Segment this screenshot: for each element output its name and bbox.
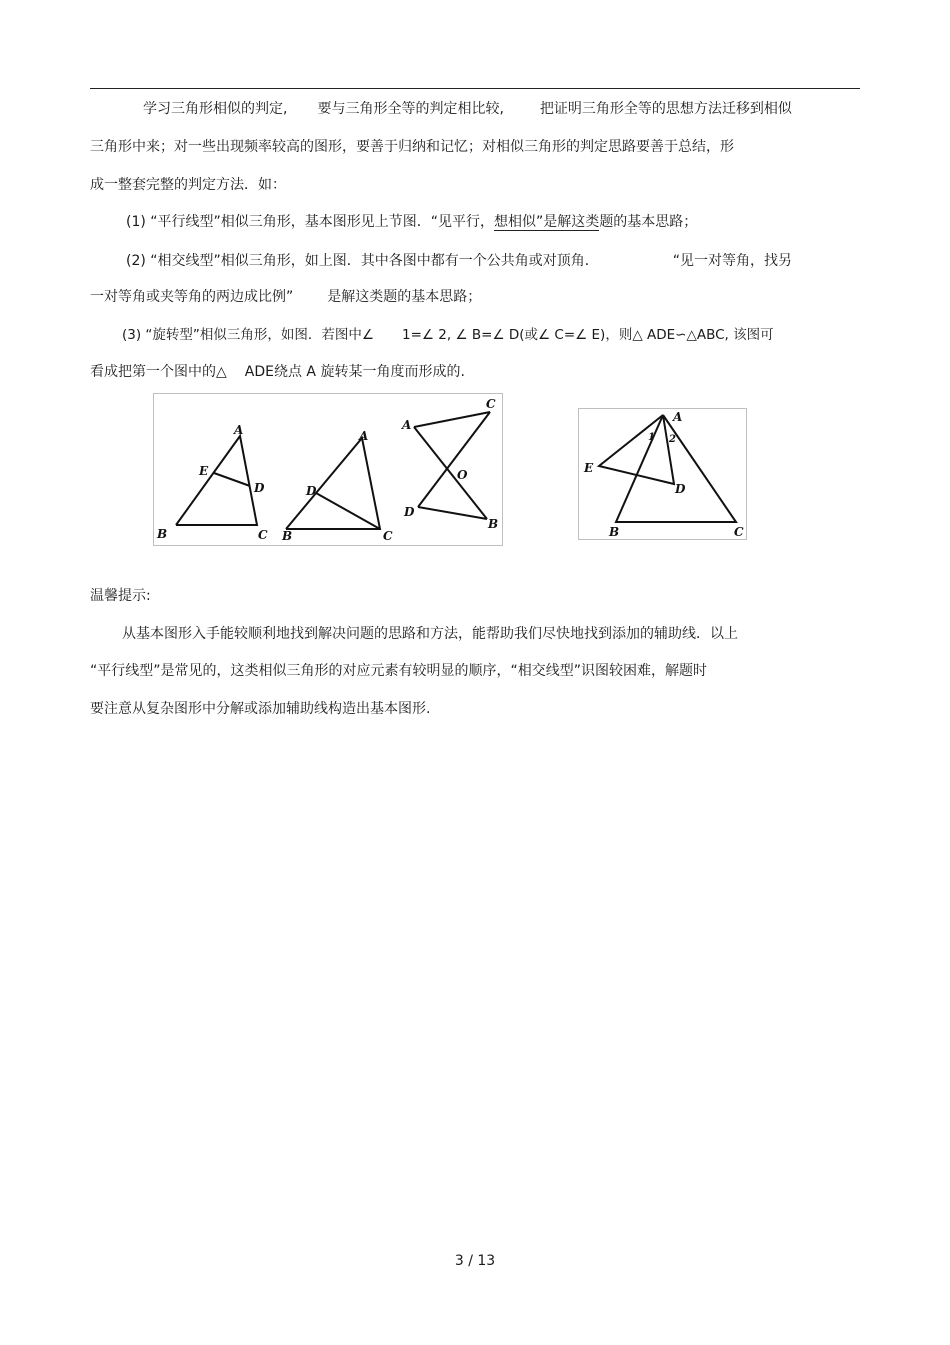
label-d-2: D [306, 484, 317, 498]
label-d-3: D [404, 505, 415, 519]
item-2-line-1: (2) “相交线型”相似三角形，如上图．其中各图中都有一个公共角或对顶角． “见一对等角，找另 [126, 253, 793, 269]
label-b-1: B [157, 527, 168, 541]
tip-line-3: 要注意从复杂图形中分解或添加辅助线构造出基本图形. [90, 701, 431, 717]
label-d: D [675, 482, 686, 496]
intro-line-3: 成一整套完整的判定方法．如： [90, 177, 286, 193]
label-c-2: C [383, 529, 393, 543]
tip-title: 温馨提示: [90, 588, 151, 604]
underlined-phrase: 想相似”是解这类 [494, 214, 600, 230]
item-2-line-2: 一对等角或夹等角的两边成比例” 是解这类题的基本思路； [90, 289, 482, 305]
label-angle-2: 2 [669, 434, 676, 445]
label-b-3: B [488, 517, 499, 531]
tip-line-1: 从基本图形入手能较顺利地找到解决问题的思路和方法，能帮助我们尽快地找到添加的辅助线．以上 [122, 626, 738, 642]
intro-line-2: 三角形中来；对一些出现频率较高的图形，要善于归纳和记忆；对相似三角形的判定思路要善于总结，形 [90, 139, 734, 155]
page-number: 3 / 13 [454, 1253, 496, 1269]
label-angle-1: 1 [648, 432, 655, 443]
label-e-1: E [199, 464, 209, 478]
item-3-line-2: 看成把第一个图中的△ ADE绕点 A 旋转某一角度而形成的. [90, 364, 465, 380]
intro-line-1: 学习三角形相似的判定, 要与三角形全等的判定相比较, 把证明三角形全等的思想方法迁移到相似 [143, 101, 792, 117]
header-rule [90, 88, 860, 89]
label-c-3: C [486, 397, 496, 411]
label-a-2: A [359, 429, 369, 443]
figure-rotation-triangles [578, 408, 747, 540]
label-b: B [609, 525, 620, 539]
label-e: E [584, 461, 594, 475]
label-a: A [673, 410, 683, 424]
figure-intersecting-triangles [153, 393, 503, 546]
item-1: (1) “平行线型”相似三角形，基本图形见上节图．“见平行，想相似”是解这类题的基本思路； [126, 214, 698, 230]
label-d-1: D [254, 481, 265, 495]
label-c-1: C [258, 528, 268, 542]
item-3-line-1: (3) “旋转型”相似三角形，如图．若图中∠ 1=∠ 2, ∠ B=∠ D(或∠ C=∠ E)，则△ ADE∽△ABC, 该图可 [122, 327, 774, 343]
tip-line-2: “平行线型”是常见的，这类相似三角形的对应元素有较明显的顺序，“相交线型”识图较困难，解题时 [90, 663, 708, 679]
label-o-3: O [457, 468, 468, 482]
label-a-3: A [402, 418, 412, 432]
label-b-2: B [282, 529, 293, 543]
label-a-1: A [234, 423, 244, 437]
label-c: C [734, 525, 744, 539]
